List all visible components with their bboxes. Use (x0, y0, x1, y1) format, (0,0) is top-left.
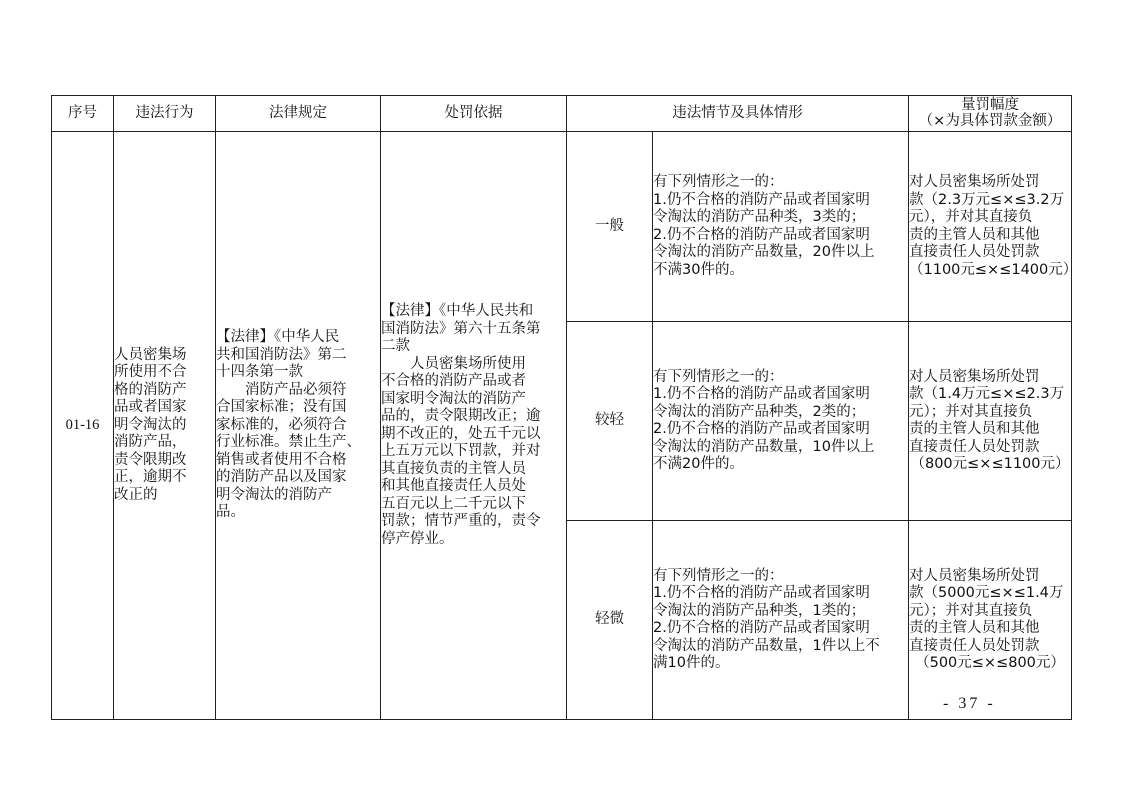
detail-line: 不满20件的。 (653, 456, 744, 472)
behavior-cell (114, 132, 216, 720)
header-circumstances: 违法情节及具体情形 (567, 96, 909, 132)
page-number: - 37 - (943, 695, 996, 712)
range-line: 直接责任人员处罚款 (909, 244, 1040, 260)
basis-line: 停产停业。 (381, 530, 454, 547)
behavior-line: 消防产品， (114, 434, 187, 451)
basis-line: 二款 (381, 338, 410, 354)
behavior-line: 所使用不合 (114, 364, 187, 381)
detail-line: 令淘汰的消防产品种类，3类的； (653, 209, 866, 225)
law-line: 明令淘汰的消防产 (216, 486, 332, 503)
detail-line: 不满30件的。 (653, 261, 744, 278)
detail-line: 令淘汰的消防产品种类，1类的； (653, 602, 866, 619)
range-line: 直接责任人员处罚款 (909, 438, 1040, 455)
behavior-line: 品或者国家 (114, 399, 187, 416)
basis-line: 罚款；情节严重的，责令 (381, 513, 541, 529)
range-line: （800元≤×≤1100元） (910, 456, 1070, 472)
range-line: 责的主管人员和其他 (909, 421, 1040, 437)
serial-cell: 01-16 (52, 132, 114, 720)
range-slight (909, 521, 1072, 720)
detail-line: 2.仍不合格的消防产品或者国家明 (653, 421, 870, 437)
header-serial: 序号 (52, 96, 114, 132)
basis-line: 【法律】《中华人民共和 (381, 303, 534, 319)
law-line: 【法律】《中华人民 (216, 329, 340, 346)
detail-slight (653, 521, 909, 720)
law-line: 行业标准。禁止生产、 (216, 434, 361, 451)
behavior-line: 改正的 (114, 486, 158, 503)
range-line: 元）；并对其直接负 (909, 403, 1033, 420)
detail-line: 满10件的。 (653, 655, 730, 671)
basis-line: 期不改正的，处五千元以 (381, 425, 541, 442)
range-line: （500元≤×≤800元） (915, 655, 1065, 671)
detail-line: 1.仍不合格的消防产品或者国家明 (653, 585, 870, 601)
law-line: 共和国消防法》第二 (216, 346, 347, 363)
range-line: 对人员密集场所处罚 (909, 368, 1040, 385)
range-line: 责的主管人员和其他 (909, 226, 1040, 243)
range-line: 款（1.4万元≤×≤2.3万 (909, 386, 1065, 402)
behavior-line: 正，逾期不 (114, 469, 187, 486)
behavior-line: 责令限期改 (114, 451, 187, 468)
detail-line: 1.仍不合格的消防产品或者国家明 (653, 191, 870, 208)
law-line: 十四条第一款 (216, 364, 303, 381)
basis-line: 五百元以上二千元以下 (381, 495, 526, 512)
behavior-line: 明令淘汰的 (114, 416, 187, 433)
law-line: 家标准的，必须符合 (216, 416, 347, 433)
detail-minor (653, 322, 909, 521)
grade-general: 一般 (567, 132, 653, 322)
detail-line: 有下列情形之一的： (653, 174, 784, 190)
basis-cell (381, 132, 567, 720)
law-line: 的消防产品以及国家 (216, 469, 347, 486)
law-line: 品。 (216, 504, 245, 521)
law-cell (216, 132, 381, 720)
header-law: 法律规定 (216, 96, 381, 132)
range-line: 对人员密集场所处罚 (909, 174, 1040, 190)
basis-line: 人员密集场所使用 (410, 355, 526, 372)
header-range-note: （×为具体罚款金额） (918, 112, 1062, 129)
table-header-row (52, 96, 1072, 132)
detail-line: 有下列情形之一的： (653, 368, 784, 385)
basis-line: 上五万元以下罚款，并对 (381, 443, 541, 459)
detail-line: 令淘汰的消防产品数量，1件以上不 (653, 637, 880, 654)
basis-line: 国消防法》第六十五条第 (381, 320, 541, 337)
basis-line: 和其他直接责任人员处 (381, 478, 526, 494)
grade-slight: 轻微 (567, 521, 653, 720)
detail-line: 有下列情形之一的： (653, 567, 784, 584)
header-behavior: 违法行为 (114, 96, 216, 132)
range-line: 责的主管人员和其他 (909, 620, 1040, 636)
range-line: 款（2.3万元≤×≤3.2万 (909, 191, 1065, 208)
detail-line: 1.仍不合格的消防产品或者国家明 (653, 386, 870, 402)
behavior-line: 人员密集场 (114, 346, 187, 363)
basis-line: 其直接负责的主管人员 (381, 460, 526, 477)
detail-line: 2.仍不合格的消防产品或者国家明 (653, 620, 870, 636)
basis-line: 不合格的消防产品或者 (381, 373, 526, 389)
range-general (909, 132, 1078, 322)
law-line: 合国家标准；没有国 (216, 399, 347, 416)
range-line: 直接责任人员处罚款 (909, 637, 1040, 654)
basis-line: 国家明令淘汰的消防产 (381, 390, 526, 407)
basis-line: 品的，责令限期改正；逾 (381, 408, 541, 424)
range-minor (909, 322, 1072, 521)
range-line: （1100元≤×≤1400元） (909, 261, 1078, 278)
range-line: 对人员密集场所处罚 (909, 567, 1040, 584)
grade-minor: 较轻 (567, 322, 653, 521)
law-line: 销售或者使用不合格 (216, 451, 347, 468)
law-line: 消防产品必须符 (245, 381, 347, 398)
detail-line: 令淘汰的消防产品数量，20件以上 (653, 244, 875, 260)
table-row (52, 132, 1072, 322)
range-line: 款（5000元≤×≤1.4万 (909, 585, 1064, 601)
penalty-standard-table (51, 95, 1078, 720)
header-range-title: 量罚幅度 (961, 97, 1019, 113)
header-penalty-range (909, 96, 1072, 132)
detail-line: 令淘汰的消防产品数量，10件以上 (653, 438, 875, 455)
range-line: 元）；并对其直接负 (909, 602, 1033, 619)
range-line: 元），并对其直接负 (909, 209, 1033, 225)
detail-line: 令淘汰的消防产品种类，2类的； (653, 403, 866, 420)
detail-line: 2.仍不合格的消防产品或者国家明 (653, 226, 870, 243)
header-basis: 处罚依据 (381, 96, 567, 132)
behavior-line: 格的消防产 (114, 381, 187, 398)
detail-general (653, 132, 909, 322)
